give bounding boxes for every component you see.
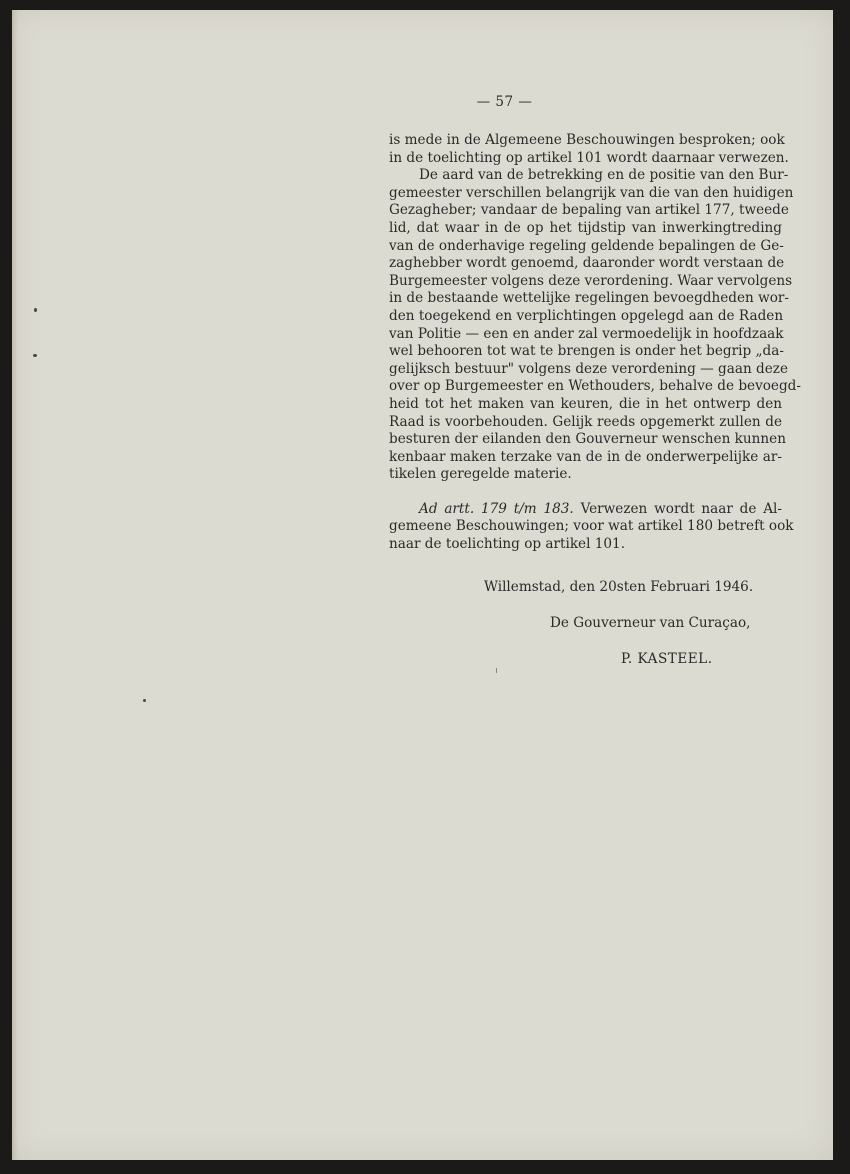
- paragraph-continuation: [389, 132, 789, 167]
- paragraph-gezaghebber: [389, 167, 801, 484]
- text-line: tikelen geregelde materie.: [389, 466, 572, 483]
- text-line: heid tot het maken van keuren, die in het ontwerp den: [389, 395, 782, 412]
- text-line: De aard van de betrekking en de positie van den Bur-: [419, 167, 789, 184]
- text-line: van Politie — een en ander zal vermoedelijk in hoofdzaak: [389, 325, 784, 342]
- text-line: in de bestaande wettelijke regelingen bevoegdheden wor-: [389, 290, 790, 307]
- text-line: Raad is voorbehouden. Gelijk reeds opgemerkt zullen de: [389, 413, 782, 430]
- text-line: van de onderhavige regeling geldende bepalingen de Ge-: [389, 237, 784, 254]
- page-number: — 57 —: [476, 94, 533, 110]
- paper-speck: [143, 699, 146, 702]
- text-line: over op Burgemeester en Wethouders, behalve de bevoegd-: [389, 378, 801, 395]
- text-fragment: Verwezen wordt naar de Al-: [580, 500, 782, 517]
- text-line: kenbaar maken terzake van de in de onderwerpelijke ar-: [389, 448, 782, 465]
- text-line: naar de toelichting op artikel 101.: [389, 536, 626, 553]
- text-line: Gezagheber; vandaar de bepaling van artikel 177, tweede: [389, 202, 789, 219]
- text-line: gelijksch bestuur" volgens deze verordening — gaan deze: [389, 360, 788, 377]
- text-line: gemeene Beschouwingen; voor wat artikel 180 betreft ook: [389, 518, 794, 535]
- paper-speck: [34, 308, 37, 312]
- paragraph-spacer: [389, 484, 782, 501]
- text-line: in de toelichting op artikel 101 wordt daarnaar verwezen.: [389, 149, 789, 166]
- text-line: lid, dat waar in de op het tijdstip van inwerkingtreding: [389, 219, 782, 236]
- text-line: is mede in de Algemeene Beschouwingen besproken; ook: [389, 132, 785, 148]
- paper-speck: [496, 668, 497, 673]
- text-line: zaghebber wordt genoemd, daaronder wordt verstaan de: [389, 255, 785, 272]
- body-column: [389, 132, 801, 554]
- text-line: besturen der eilanden den Gouverneur wenschen kunnen: [389, 431, 786, 448]
- article-reference: Ad artt. 179 t/m 183.: [419, 500, 574, 517]
- document-page: [12, 10, 833, 1160]
- paper-speck: [33, 354, 37, 357]
- text-line: [389, 501, 782, 519]
- signatory-title: De Gouverneur van Curaçao,: [550, 615, 751, 631]
- page-edge-shade: [12, 10, 18, 1160]
- signatory-name: P. KASTEEL.: [621, 651, 713, 667]
- text-line: wel behooren tot wat te brengen is onder het begrip „da-: [389, 343, 784, 360]
- text-line: gemeester verschillen belangrijk van die van den huidigen: [389, 184, 794, 201]
- paragraph-ad-artt: [389, 500, 794, 554]
- text-line: den toegekend en verplichtingen opgelegd aan de Raden: [389, 307, 784, 324]
- place-date: Willemstad, den 20sten Februari 1946.: [484, 579, 754, 595]
- text-line: Burgemeester volgens deze verordening. Waar vervolgens: [389, 272, 793, 289]
